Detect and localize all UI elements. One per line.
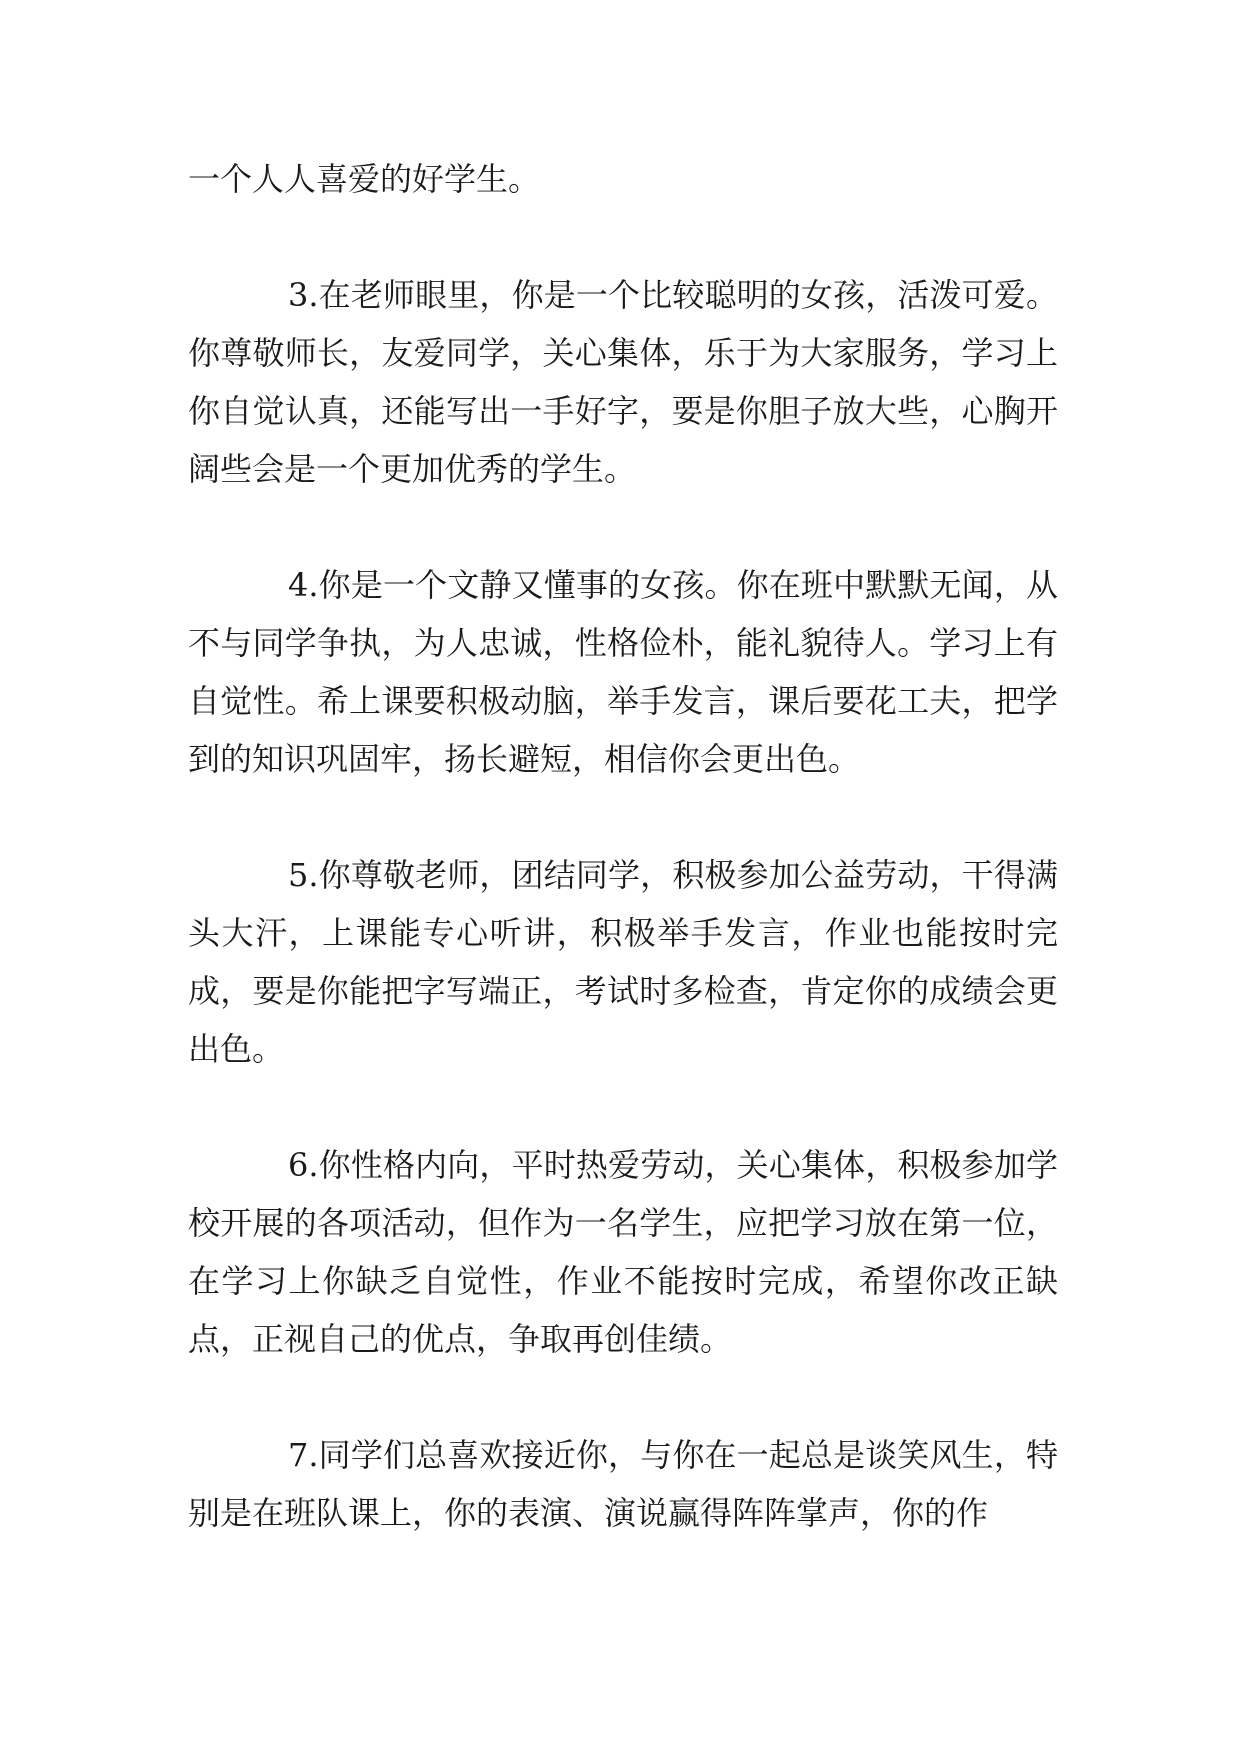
- paragraph-item-3: 3.在老师眼里，你是一个比较聪明的女孩，活泼可爱。你尊敬师长，友爱同学，关心集体，乐于为大家服务，学习上你自觉认真，还能写出一手好字，要是你胆子放大些，心胸开阔些会是一个更加优秀的学生。: [188, 276, 1058, 488]
- paragraph-item-7: 7.同学们总喜欢接近你，与你在一起总是谈笑风生，特别是在班队课上，你的表演、演说赢得阵阵掌声，你的作: [188, 1436, 1058, 1532]
- paragraph-item-5: 5.你尊敬老师，团结同学，积极参加公益劳动，干得满头大汗，上课能专心听讲，积极举手发言，作业也能按时完成，要是你能把字写端正，考试时多检查，肯定你的成绩会更出色。: [188, 856, 1058, 1068]
- paragraph-item-6: 6.你性格内向，平时热爱劳动，关心集体，积极参加学校开展的各项活动，但作为一名学生，应把学习放在第一位，在学习上你缺乏自觉性，作业不能按时完成，希望你改正缺点，正视自己的优点，争取再创佳绩。: [188, 1146, 1058, 1358]
- paragraph-continued: 一个人人喜爱的好学生。: [188, 160, 541, 198]
- paragraph-item-4: 4.你是一个文静又懂事的女孩。你在班中默默无闻，从不与同学争执，为人忠诚，性格俭朴，能礼貌待人。学习上有自觉性。希上课要积极动脑，举手发言，课后要花工夫，把学到的知识巩固牢，扬长避短，相信你会更出色。: [188, 566, 1058, 778]
- document-body: [188, 150, 1058, 1600]
